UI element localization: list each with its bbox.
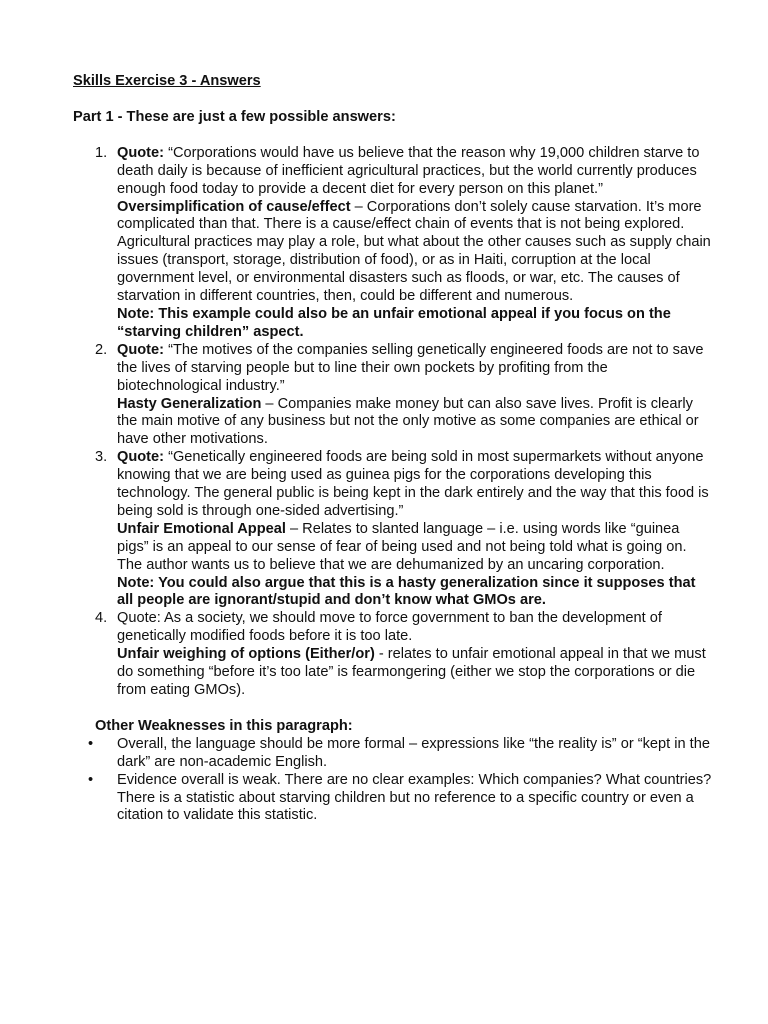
item-number: 3.: [95, 449, 108, 466]
answer-item: [95, 341, 713, 449]
quote-label: Quote:: [117, 449, 165, 466]
fallacy-explanation: – Corporations don’t solely cause starvation. It’s more complicated than that. There is a cause/effect chain of events that is not being explored. Agricultural practices may play a role, but what about the other causes such as supply chain issues (transport, storage, distribution of food), or as in Haiti, corruption at the local government level, or environmental disasters such as floods, or war, etc. The causes of starvation in different countries, then, could be different and numerous.: [117, 198, 711, 305]
other-weaknesses-heading: Other Weaknesses in this paragraph:: [95, 717, 353, 734]
answer-item: [95, 610, 713, 700]
list-item: [88, 771, 713, 826]
fallacy-explanation: – Companies make money but can also save lives. Profit is clearly the main motive of any business but not the only motive as some companies are ethical or have other motivations.: [117, 395, 699, 448]
fallacy-line: [117, 199, 713, 306]
list-item: [88, 735, 713, 772]
fallacy-name: Unfair Emotional Appeal: [117, 520, 286, 537]
answer-list: [73, 145, 713, 700]
note-text: Note: This example could also be an unfair emotional appeal if you focus on the “starving children” aspect.: [117, 305, 671, 340]
quote-text: “The motives of the companies selling genetically engineered foods are not to save the lives of starving people but to line their own pockets by profiting from the biotechnological industry.”: [117, 341, 704, 394]
note-text: Note: You could also argue that this is a hasty generalization since it supposes that all people are ignorant/stupid and don’t know what GMOs are.: [117, 574, 696, 609]
part-heading: Part 1 - These are just a few possible answers:: [73, 108, 396, 125]
bullet-icon: •: [88, 735, 94, 752]
bullet-text: Evidence overall is weak. There are no clear examples: Which companies? What countries? There is a statistic about starving children but no reference to a specific country or even a citation to validate this statistic.: [117, 771, 712, 824]
quote-label: Quote:: [117, 341, 165, 358]
weakness-list: [73, 736, 713, 826]
bullet-text: Overall, the language should be more formal – expressions like “the reality is” or “kept in the dark” are non-academic English.: [117, 735, 710, 770]
quote-line: [117, 342, 713, 396]
fallacy-explanation: - relates to unfair emotional appeal in that we must do something “before it’s too late” is fearmongering (either we stop the corporations or die from eating GMOs).: [117, 646, 706, 698]
document-title: Skills Exercise 3 - Answers: [73, 73, 261, 89]
quote-label: Quote:: [117, 144, 165, 161]
answer-item: [95, 144, 713, 342]
quote-text: Quote: As a society, we should move to force government to ban the development of genetically modified foods before it is too late.: [117, 610, 662, 645]
document-page: [73, 73, 713, 825]
quote-line: [117, 145, 713, 199]
answer-item: [95, 449, 713, 610]
quote-line: [117, 449, 713, 521]
quote-text: “Corporations would have us believe that the reason why 19,000 children starve to death daily is because of inefficient agricultural practices, but the world currently produces enough food today to provide a decent diet for every person on this planet.”: [117, 144, 700, 197]
fallacy-name: Oversimplification of cause/effect: [117, 198, 351, 215]
fallacy-name: Hasty Generalization: [117, 395, 262, 412]
fallacy-line: [117, 646, 713, 700]
item-number: 2.: [95, 341, 108, 358]
item-number: 4.: [95, 610, 108, 627]
fallacy-explanation: – Relates to slanted language – i.e. using words like “guinea pigs” is an appeal to our sense of fear of being used and not being told what is going on. The author wants us to believe that we are dehumanized by an uncaring corporation.: [117, 520, 687, 573]
item-number: 1.: [95, 144, 108, 161]
fallacy-line: [117, 521, 713, 575]
quote-text: “Genetically engineered foods are being sold in most supermarkets without anyone knowing that we are being used as guinea pigs for the corporations developing this technology. The general public is being kept in the dark entirely and the way that this food is being sold is through one-sided advertising.”: [117, 449, 709, 519]
fallacy-line: [117, 396, 713, 450]
fallacy-name: Unfair weighing of options (Either/or): [117, 646, 375, 663]
bullet-icon: •: [88, 771, 94, 788]
